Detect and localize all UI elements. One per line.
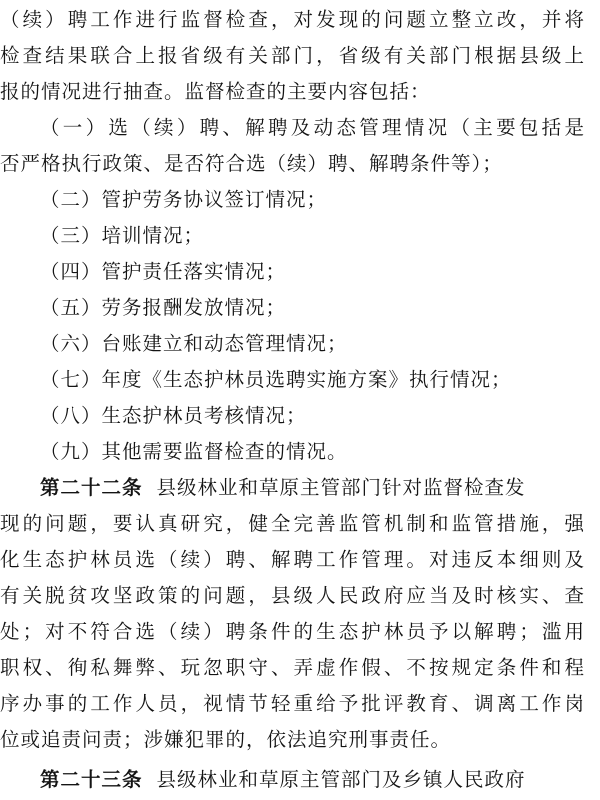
item-6: （六）台账建立和动态管理情况； [40,332,348,355]
item-4: （四）管护责任落实情况； [40,260,287,283]
intro-line-1: （续）聘工作进行监督检查，对发现的问题立整立改，并将 [0,8,585,31]
item-5: （五）劳务报酬发放情况； [40,296,287,319]
article-22-line-2: 现的问题，要认真研究，健全完善监管机制和监管措施，强 [0,512,585,535]
article-22-line-7: 序办事的工作人员，视情节轻重给予批评教育、调离工作岗 [0,692,585,715]
article-23-first-line [40,762,526,798]
item-7: （七）年度《生态护林员选聘实施方案》执行情况； [40,368,512,391]
item-2: （二）管护劳务协议签订情况； [40,188,328,211]
article-22-line-8: 位或追责问责；涉嫌犯罪的，依法追究刑事责任。 [0,728,452,751]
article-22-line-6: 职权、徇私舞弊、玩忽职守、弄虚作假、不按规定条件和程 [0,656,585,679]
article-22-line-4: 有关脱贫攻坚政策的问题，县级人民政府应当及时核实、查 [0,584,585,607]
item-8: （八）生态护林员考核情况； [40,404,307,427]
article-22-first-text: 县级林业和草原主管部门针对监督检查发 [156,476,526,499]
article-23-first-text: 县级林业和草原主管部门及乡镇人民政府 [156,768,526,791]
intro-line-2: 检查结果联合上报省级有关部门，省级有关部门根据县级上 [0,44,585,67]
article-22-heading: 第二十二条 [40,476,143,499]
article-23-heading: 第二十三条 [40,768,143,791]
item-9: （九）其他需要监督检查的情况。 [40,440,348,463]
item-1-line-2: 否严格执行政策、是否符合选（续）聘、解聘条件等）； [0,152,503,175]
article-22-first-line [40,470,526,506]
intro-line-3: 报的情况进行抽查。监督检查的主要内容包括： [0,80,431,103]
article-22-line-3: 化生态护林员选（续）聘、解聘工作管理。对违反本细则及 [0,548,585,571]
article-22-line-5: 处；对不符合选（续）聘条件的生态护林员予以解聘；滥用 [0,620,585,643]
item-1-line-1: （一）选（续）聘、解聘及动态管理情况（主要包括是 [40,116,585,139]
item-3: （三）培训情况； [40,224,205,247]
